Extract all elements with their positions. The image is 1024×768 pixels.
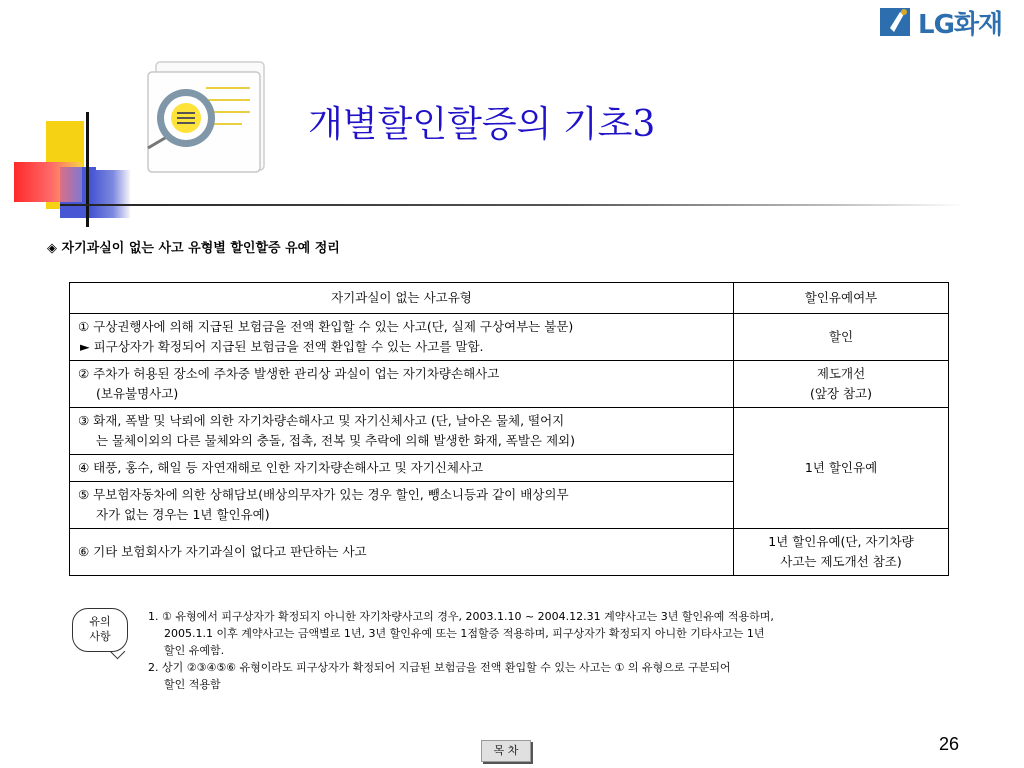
note-line: 할인 적용함: [164, 678, 221, 691]
notes-text: [148, 609, 963, 694]
note-line: 2005.1.1 이후 계약사고는 금액별로 1년, 3년 할인유예 또는 1점할증 적용하며, 피구상자가 확정되지 아니한 기타사고는 1년: [164, 627, 765, 640]
lg-logo: [880, 2, 1010, 42]
page-number: 26: [939, 734, 960, 754]
table-header-row: [70, 283, 949, 314]
row-text-line: (보유불명사고): [96, 386, 179, 401]
accident-type-cell: [70, 529, 734, 576]
diamond-bullet-icon: ◈: [47, 241, 57, 256]
accident-type-table: [69, 282, 949, 576]
page-title: 개별할인할증의 기초3: [308, 104, 656, 145]
document-magnifier-icon: [142, 58, 268, 174]
note-line: 2. 상기 ②③④⑤⑥ 유형이라도 피구상자가 확정되어 지급된 보험금을 전액 환입할 수 있는 사고는 ① 의 유형으로 구분되어: [148, 661, 731, 674]
row-text-line: ① 구상권행사에 의해 지급된 보험금을 전액 환입할 수 있는 사고(단, 실제 구상여부는 불문): [78, 319, 574, 334]
note-label-line: 사항: [89, 630, 111, 643]
section-subtitle: [47, 237, 340, 256]
table-row: [70, 529, 949, 576]
subtitle-text: 자기과실이 없는 사고 유형별 할인할증 유예 정리: [61, 241, 340, 256]
table-row: [70, 361, 949, 408]
decor-blue-gradient-block: [88, 170, 130, 218]
decor-red-block: [14, 162, 82, 202]
deferral-cell: 할인: [734, 314, 949, 361]
lg-fire-logo-icon: [880, 6, 912, 38]
accident-type-cell: [70, 314, 734, 361]
deferral-text: 사고는 제도개선 참조): [780, 554, 902, 569]
row-text-line: ⑥ 기타 보험회사가 자기과실이 없다고 판단하는 사고: [78, 544, 367, 559]
deferral-cell: [734, 361, 949, 408]
row-text-line: 는 물체이외의 다른 물체와의 충돌, 접촉, 전복 및 추락에 의해 발생한 화재, 폭발은 제외): [96, 433, 576, 448]
column-header-accident-type: 자기과실이 없는 사고유형: [70, 283, 734, 314]
note-label-bubble: [72, 608, 128, 652]
decor-vertical-line: [86, 112, 89, 227]
row-text-line: ② 주차가 허용된 장소에 주차중 발생한 관리상 과실이 업는 자기차량손해사고: [78, 366, 500, 381]
deferral-text: 1년 할인유예(단, 자기차량: [768, 534, 914, 549]
row-text-line: 자가 없는 경우는 1년 할인유예): [96, 507, 270, 522]
table-row: [70, 314, 949, 361]
accident-type-cell: [70, 361, 734, 408]
accident-type-cell: [70, 482, 734, 529]
table-row: [70, 408, 949, 455]
deferral-cell: [734, 529, 949, 576]
note-label-line: 유의: [89, 615, 111, 628]
deferral-text: (앞장 참고): [809, 386, 873, 401]
note-line: 할인 유예함.: [164, 644, 225, 657]
deferral-text: 제도개선: [816, 366, 866, 381]
row-text-line: ► 피구상자가 확정되어 지급된 보험금을 전액 환입할 수 있는 사고를 말함.: [80, 339, 484, 354]
accident-type-cell: [70, 455, 734, 482]
logo-text: LG화재: [918, 9, 1003, 40]
note-line: 1. ① 유형에서 피구상자가 확정되지 아니한 자기차량사고의 경우, 2003.1.10 ~ 2004.12.31 계약사고는 3년 할인유예 적용하며,: [148, 610, 774, 623]
deferral-cell-merged: 1년 할인유예: [734, 408, 949, 529]
row-text-line: ④ 태풍, 홍수, 해일 등 자연재해로 인한 자기차량손해사고 및 자기신체사고: [78, 460, 484, 475]
column-header-discount-deferral: 할인유예여부: [734, 283, 949, 314]
title-underline: [60, 204, 965, 206]
row-text-line: ⑤ 무보험자동차에 의한 상해담보(배상의무자가 있는 경우 할인, 뺑소니등과 같이 배상의무: [78, 487, 569, 502]
accident-type-cell: [70, 408, 734, 455]
row-text-line: ③ 화재, 폭발 및 낙뢰에 의한 자기차량손해사고 및 자기신체사고 (단, 날아온 물체, 떨어지: [78, 413, 565, 428]
table-of-contents-button[interactable]: 목 차: [481, 740, 531, 762]
